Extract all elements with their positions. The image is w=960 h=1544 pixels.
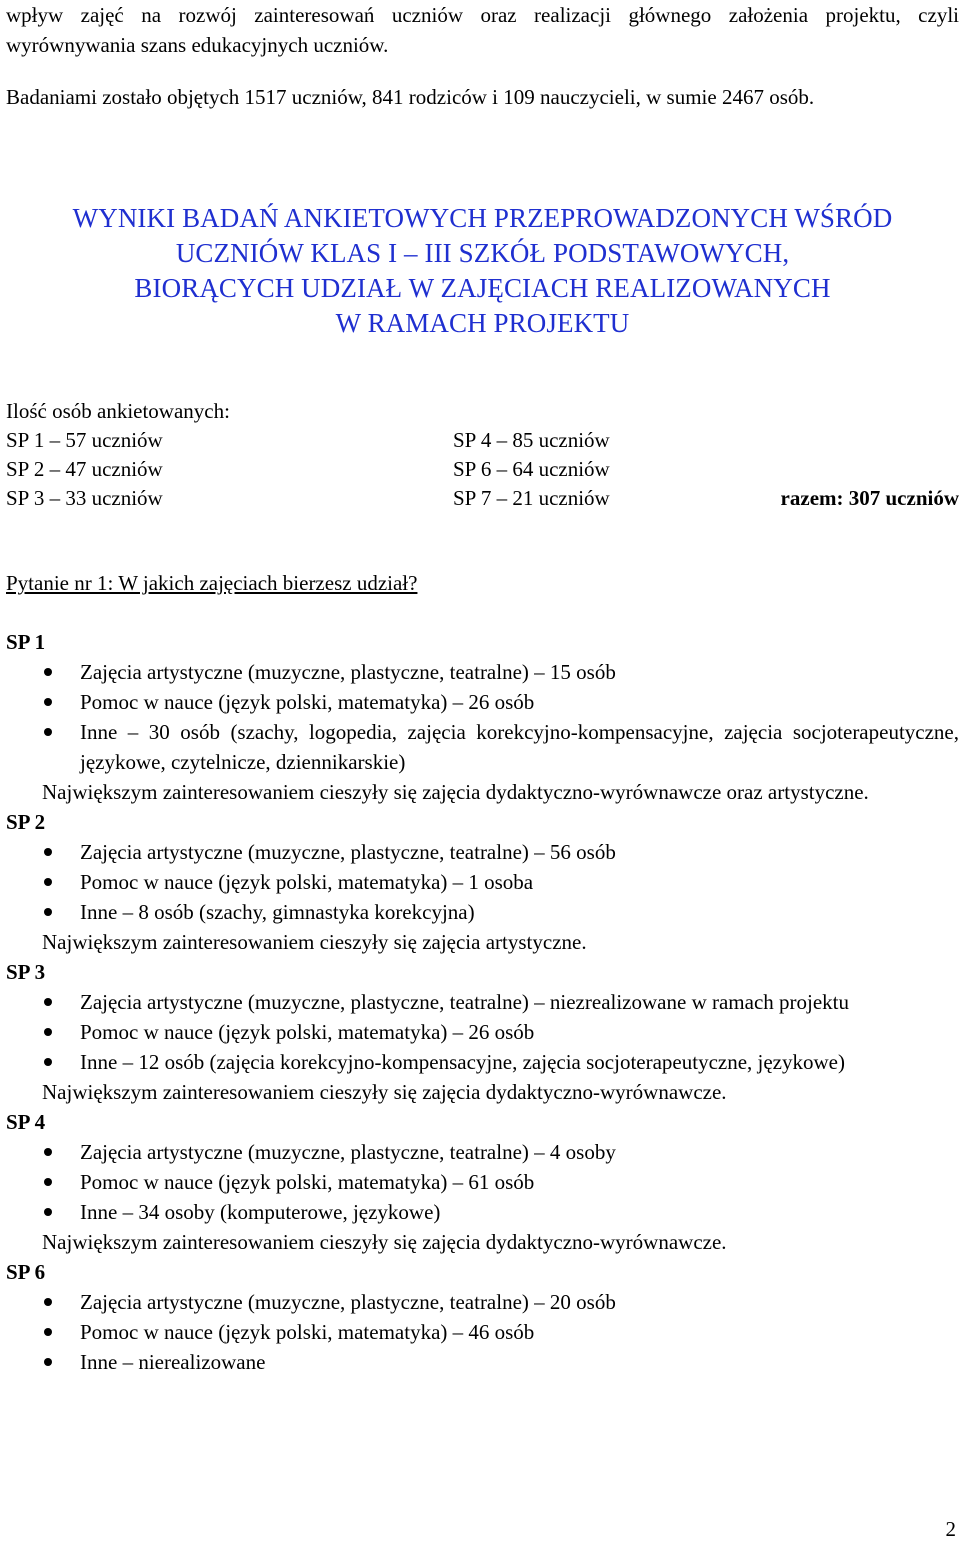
school-summary: Największym zainteresowaniem cieszyły się zajęcia dydaktyczno-wyrównawcze.	[42, 1080, 727, 1104]
bullet-icon	[44, 998, 52, 1006]
school-heading: SP 6	[6, 1260, 46, 1284]
school-heading: SP 3	[6, 960, 46, 984]
title-line-2: UCZNIÓW KLAS I – III SZKÓŁ PODSTAWOWYCH,	[175, 238, 790, 268]
list-item: Inne – 12 osób (zajęcia korekcyjno-kompensacyjne, zajęcia socjoterapeutyczne, językowe)	[6, 1047, 959, 1077]
respondents-row	[6, 483, 959, 513]
bullet-icon	[44, 908, 52, 916]
list-item: Zajęcia artystyczne (muzyczne, plastyczne, teatralne) – 15 osób	[6, 657, 959, 687]
list-item: Zajęcia artystyczne (muzyczne, plastyczne, teatralne) – 20 osób	[6, 1287, 959, 1317]
intro-paragraph-2: Badaniami zostało objętych 1517 uczniów, 841 rodziców i 109 nauczycieli, w sumie 2467 osób.	[6, 85, 815, 109]
list-item: Zajęcia artystyczne (muzyczne, plastyczne, teatralne) – 4 osoby	[6, 1137, 959, 1167]
school-heading: SP 4	[6, 1110, 46, 1134]
bullet-icon	[44, 728, 52, 736]
page-number: 2	[945, 1517, 956, 1541]
respondents-row	[6, 425, 959, 455]
school-block-sp4	[6, 1107, 959, 1257]
school-summary: Największym zainteresowaniem cieszyły się zajęcia artystyczne.	[42, 930, 587, 954]
respondents-row	[6, 454, 959, 484]
bullet-icon	[44, 1298, 52, 1306]
bullet-icon	[44, 1028, 52, 1036]
list-item: Pomoc w nauce (język polski, matematyka) – 1 osoba	[6, 867, 959, 897]
respondents-right: SP 4 – 85 uczniów	[453, 428, 610, 452]
respondents-left: SP 2 – 47 uczniów	[6, 457, 163, 481]
bullet-icon	[44, 1148, 52, 1156]
respondents-left: SP 1 – 57 uczniów	[6, 428, 163, 452]
list-item: Pomoc w nauce (język polski, matematyka) – 26 osób	[6, 687, 959, 717]
school-summary: Największym zainteresowaniem cieszyły się zajęcia dydaktyczno-wyrównawcze.	[42, 1230, 727, 1254]
respondents-right: SP 7 – 21 uczniów	[453, 486, 610, 510]
bullet-icon	[44, 698, 52, 706]
respondents-total: razem: 307 uczniów	[780, 486, 959, 510]
list-item: Zajęcia artystyczne (muzyczne, plastyczne, teatralne) – 56 osób	[6, 837, 959, 867]
list-item: Inne – 34 osoby (komputerowe, językowe)	[6, 1197, 959, 1227]
answers-section	[6, 627, 959, 1377]
bullet-icon	[44, 668, 52, 676]
bullet-icon	[44, 1328, 52, 1336]
list-item: Pomoc w nauce (język polski, matematyka) – 61 osób	[6, 1167, 959, 1197]
answer-list	[6, 1287, 959, 1377]
list-item: Inne – nierealizowane	[6, 1347, 959, 1377]
list-item: Zajęcia artystyczne (muzyczne, plastyczne, teatralne) – niezrealizowane w ramach projektu	[6, 987, 959, 1017]
school-heading: SP 1	[6, 630, 46, 654]
bullet-icon	[44, 848, 52, 856]
question-heading: Pytanie nr 1: W jakich zajęciach bierzesz udział?	[6, 571, 418, 595]
title-line-3: BIORĄCYCH UDZIAŁ W ZAJĘCIACH REALIZOWANYCH	[134, 273, 831, 303]
bullet-icon	[44, 1058, 52, 1066]
title-line-1: WYNIKI BADAŃ ANKIETOWYCH PRZEPROWADZONYCH WŚRÓD	[72, 203, 893, 233]
list-item: Pomoc w nauce (język polski, matematyka) – 26 osób	[6, 1017, 959, 1047]
bullet-icon	[44, 1208, 52, 1216]
respondents-right: SP 6 – 64 uczniów	[453, 457, 610, 481]
answer-list	[6, 657, 959, 777]
list-item: Inne – 30 osób (szachy, logopedia, zajęcia korekcyjno-kompensacyjne, zajęcia socjoterapeutyczne, językowe, czytelnicze, dziennikarskie)	[6, 717, 959, 777]
school-block-sp6	[6, 1257, 959, 1377]
list-item: Pomoc w nauce (język polski, matematyka) – 46 osób	[6, 1317, 959, 1347]
section-title	[6, 201, 959, 341]
answer-list	[6, 837, 959, 927]
title-line-4: W RAMACH PROJEKTU	[335, 308, 630, 338]
bullet-icon	[44, 1358, 52, 1366]
respondents-left: SP 3 – 33 uczniów	[6, 486, 163, 510]
school-block-sp1	[6, 627, 959, 807]
school-block-sp3	[6, 957, 959, 1107]
bullet-icon	[44, 1178, 52, 1186]
school-summary: Największym zainteresowaniem cieszyły się zajęcia dydaktyczno-wyrównawcze oraz artystyczne.	[42, 780, 869, 804]
school-block-sp2	[6, 807, 959, 957]
bullet-icon	[44, 878, 52, 886]
intro-paragraph-1: wpływ zajęć na rozwój zainteresowań uczniów oraz realizacji głównego założenia projektu, czyli wyrównywania szans edukacyjnych uczniów.	[6, 3, 959, 57]
list-item: Inne – 8 osób (szachy, gimnastyka korekcyjna)	[6, 897, 959, 927]
answer-list	[6, 987, 959, 1077]
respondents-label: Ilość osób ankietowanych:	[6, 399, 230, 423]
school-heading: SP 2	[6, 810, 46, 834]
answer-list	[6, 1137, 959, 1227]
